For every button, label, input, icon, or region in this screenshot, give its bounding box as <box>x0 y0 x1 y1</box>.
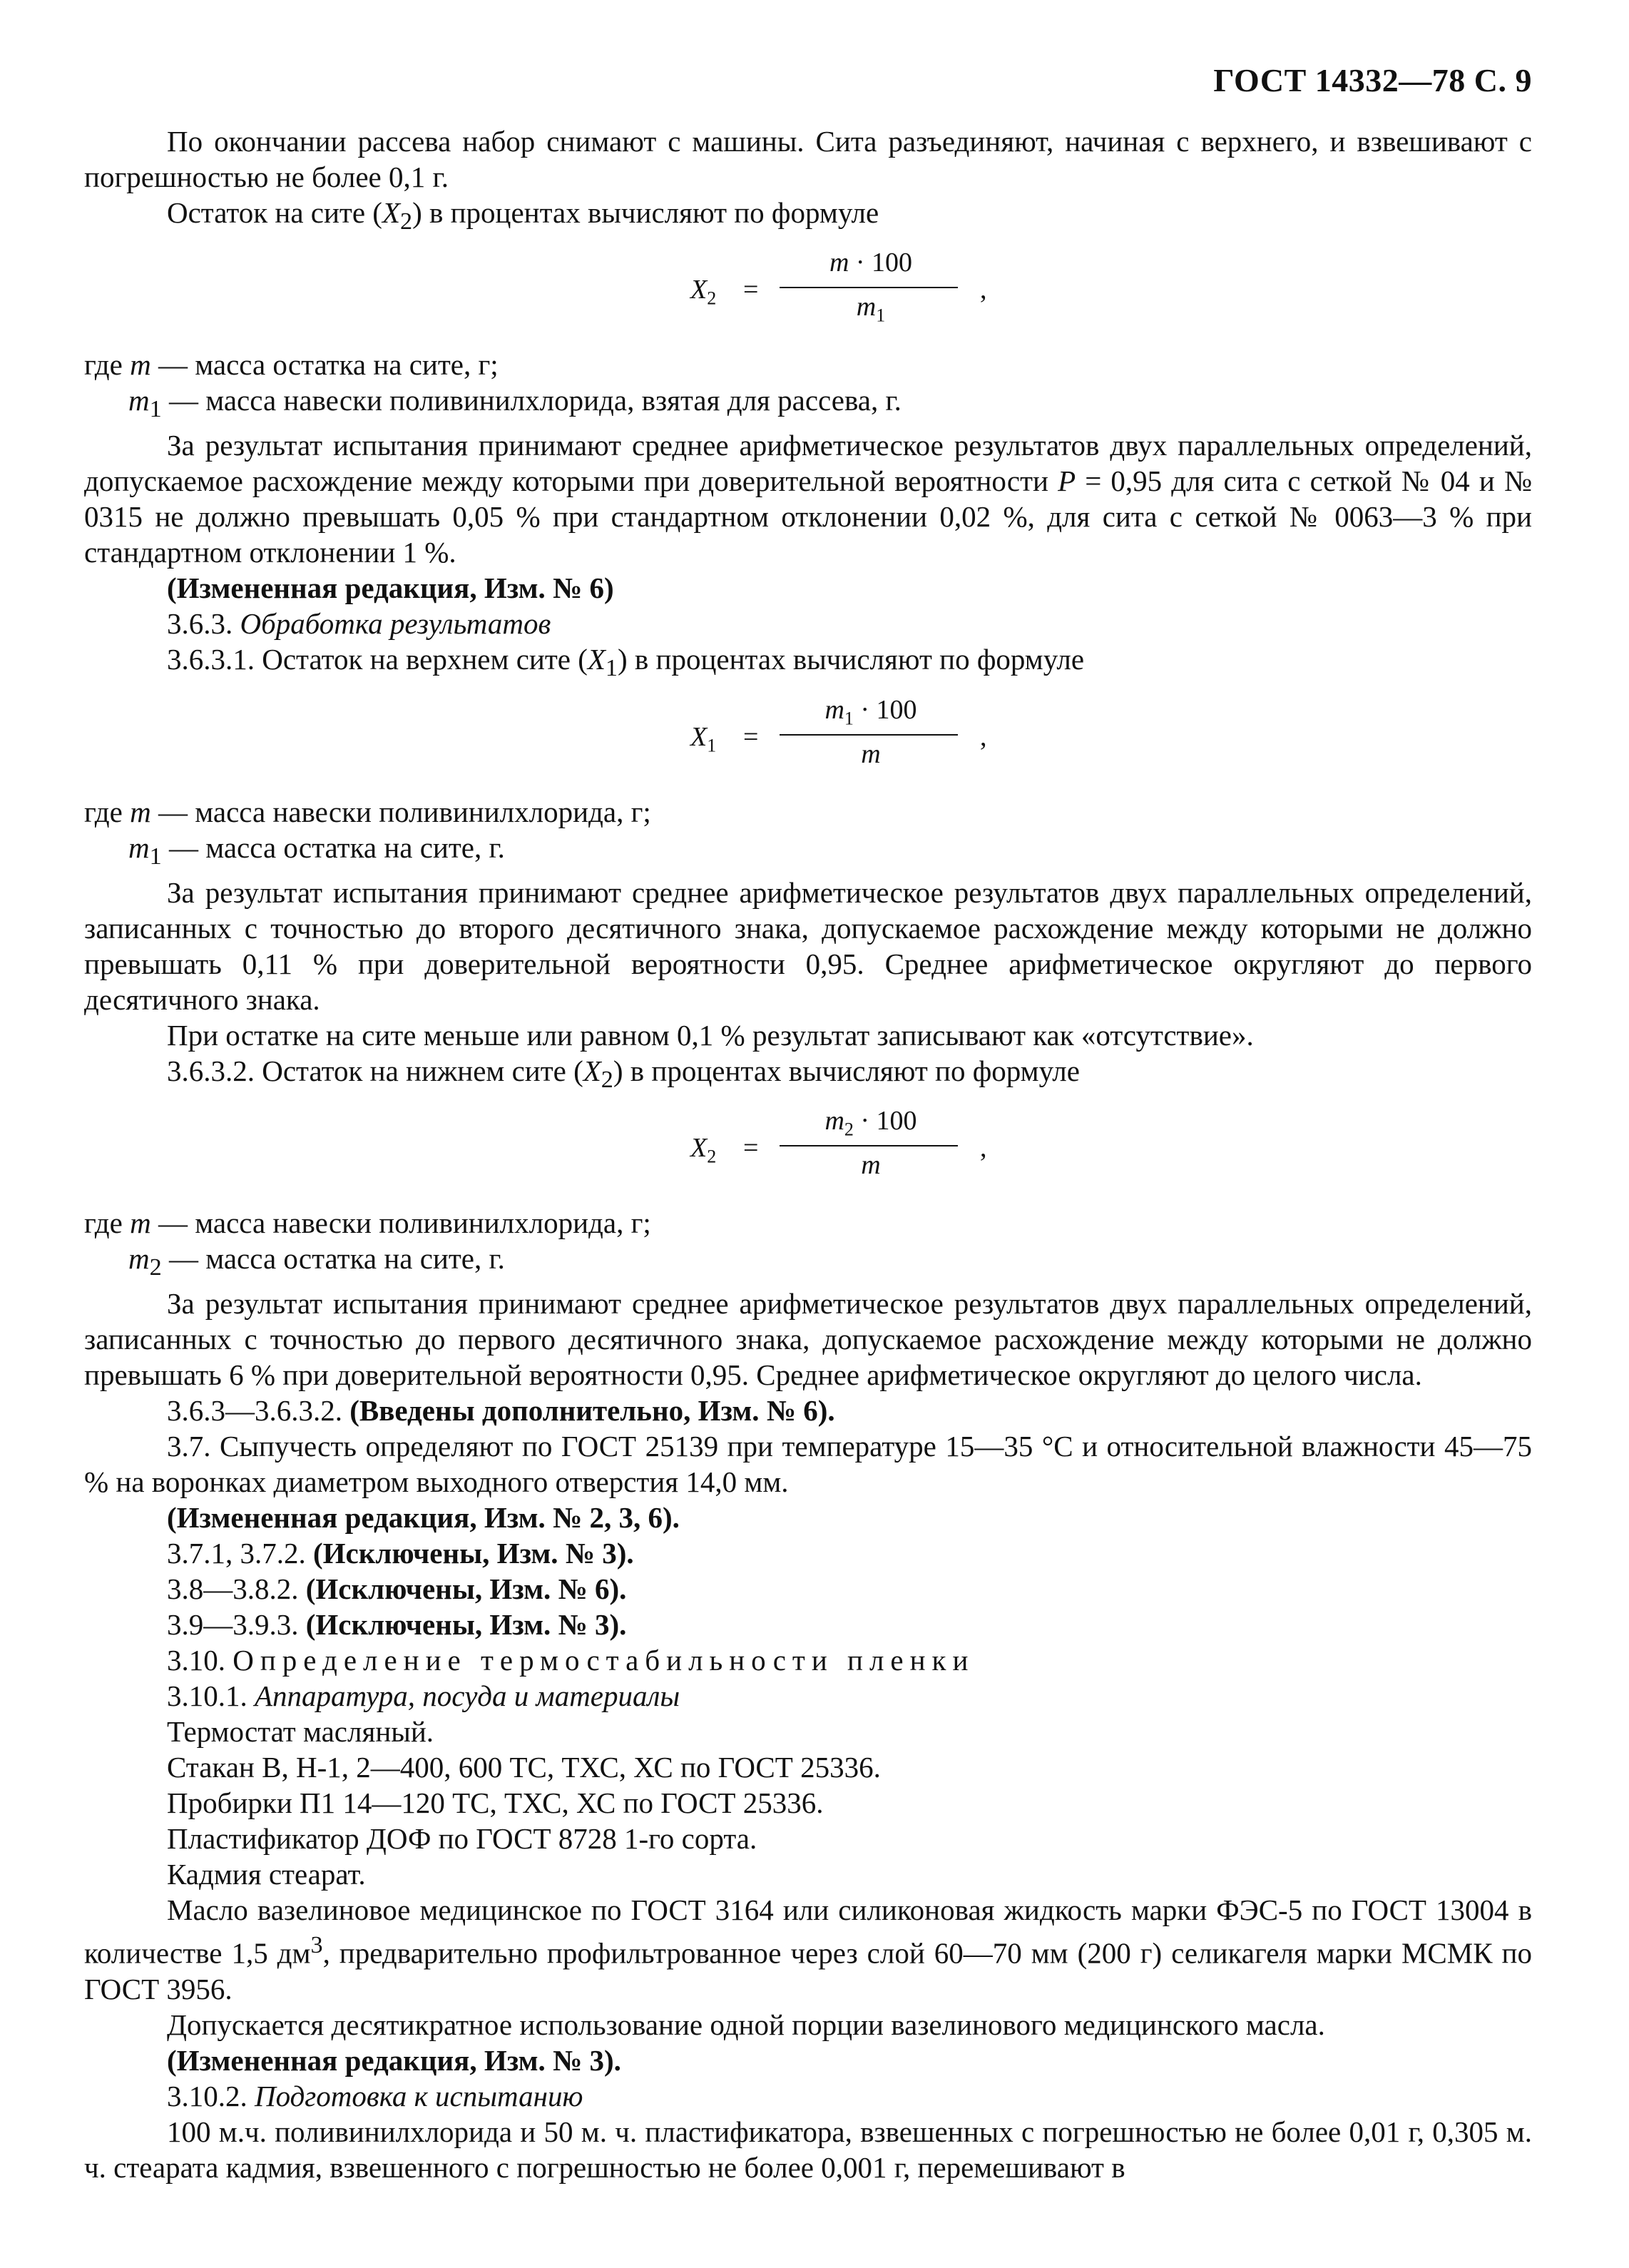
formula: $X_2$ = $m_2 \cdot 100$ m , <box>690 1105 987 1180</box>
list-item: Кадмия стеарат. <box>167 1858 366 1891</box>
document-page <box>84 61 1532 2185</box>
list-item: Стакан В, Н-1, 2—400, 600 ТС, ТХС, ХС по ГОСТ 25336. <box>167 1751 881 1784</box>
formula: $X_1$ = $m_1 \cdot 100$ m , <box>690 694 987 769</box>
paragraph: 3.6.3.2. Остаток на нижнем сите $(X_2)$ в процентах вычисляют по формуле <box>167 1054 1080 1093</box>
paragraph: Масло вазелиновое медицинское по ГОСТ 3164 или силиконовая жидкость марки ФЭС-5 по ГОСТ 13004 в количестве 1,5 $дм^3$, предварительно профильтрованное через слой 60—70 мм (200 г) селикагеля марки МСМК по ГОСТ 3956. <box>84 1893 1532 2005</box>
amendment-note: 3.6.3—3.6.3.2. (Введены дополнительно, Изм. № 6). <box>167 1394 835 1428</box>
section-heading: 3.6.3. Обработка результатов <box>167 607 551 641</box>
formula: $X_2$ = m · 100 $m_1$ , <box>690 248 987 326</box>
page-header: ГОСТ 14332—78 С. 9 <box>1213 62 1532 98</box>
paragraph: При остатке на сите меньше или равном 0,1 % результат записывают как «отсутствие». <box>167 1018 1254 1052</box>
amendment-note: (Измененная редакция, Изм. № 2, 3, 6). <box>167 1501 680 1535</box>
where-line: $m_2$ — масса остатка на сите, г. <box>128 1241 505 1281</box>
section-heading: 3.10. Определение термостабильности пленки <box>167 1644 975 1677</box>
where-line: $m_1$ — масса остатка на сите, г. <box>128 830 505 870</box>
paragraph: Допускается десятикратное использование одной порции вазелинового медицинского масла. <box>167 2008 1325 2041</box>
paragraph: За результат испытания принимают среднее арифметическое результатов двух параллельных определений, допускаемое расхождение между которыми при доверительной вероятности P = 0,95 для сита с сеткой № 04 и № 0315 не должно превышать 0,05 % при стандартном отклонении 0,02 %, для сита с сеткой № 0063—3 % при стандартном отклонении 1 %. <box>84 429 1532 569</box>
section-heading: 3.10.2. Подготовка к испытанию <box>167 2079 583 2112</box>
amendment-note: (Измененная редакция, Изм. № 6) <box>167 571 614 605</box>
amendment-note: 3.7.1, 3.7.2. (Исключены, Изм. № 3). <box>167 1537 634 1570</box>
paragraph: По окончании рассева набор снимают с машины. Сита разъединяют, начиная с верхнего, и взвешивают с погрешностью не более 0,1 г. <box>84 125 1532 193</box>
list-item: Пластификатор ДОФ по ГОСТ 8728 1-го сорта. <box>167 1822 757 1856</box>
where-line: где m — масса навески поливинилхлорида, г; <box>84 795 651 828</box>
paragraph: 3.7. Сыпучесть определяют по ГОСТ 25139 при температуре 15—35 °С и относительной влажности 45—75 % на воронках диаметром выходного отверстия 14,0 мм. <box>84 1430 1532 1499</box>
amendment-note: 3.8—3.8.2. (Исключены, Изм. № 6). <box>167 1572 627 1606</box>
paragraph: 100 м.ч. поливинилхлорида и 50 м. ч. пластификатора, взвешенных с погрешностью не более 0,01 г, 0,305 м. ч. стеарата кадмия, взвешенного с погрешностью не более 0,001 г, перемешивают в <box>84 2115 1532 2184</box>
amendment-note: (Измененная редакция, Изм. № 3). <box>167 2043 621 2077</box>
amendment-note: 3.9—3.9.3. (Исключены, Изм. № 3). <box>167 1608 627 1642</box>
list-item: Термостат масляный. <box>167 1715 434 1749</box>
where-line: где m — масса навески поливинилхлорида, г; <box>84 1206 651 1239</box>
paragraph: 3.6.3.1. Остаток на верхнем сите $(X_1)$ в процентах вычисляют по формуле <box>167 643 1085 682</box>
list-item: Пробирки П1 14—120 ТС, ТХС, ХС по ГОСТ 25336. <box>167 1786 824 1820</box>
paragraph: Остаток на сите $(X_2)$ в процентах вычисляют по формуле <box>167 196 879 235</box>
paragraph: За результат испытания принимают среднее арифметическое результатов двух параллельных определений, записанных с точностью до первого десятичного знака, допускаемое расхождение между которыми не должно превышать 6 % при доверительной вероятности 0,95. Среднее арифметическое округляют до целого числа. <box>84 1287 1532 1392</box>
where-line: $m_1$ — масса навески поливинилхлорида, взятая для рассева, г. <box>128 384 902 423</box>
paragraph: За результат испытания принимают среднее арифметическое результатов двух параллельных определений, записанных с точностью до второго десятичного знака, допускаемое расхождение между которыми не должно превышать 0,11 % при доверительной вероятности 0,95. Среднее арифметическое округляют до первого десятичного знака. <box>84 875 1532 1016</box>
where-line: где m — масса остатка на сите, г; <box>84 348 499 382</box>
section-heading: 3.10.1. Аппаратура, посуда и материалы <box>167 1679 680 1713</box>
